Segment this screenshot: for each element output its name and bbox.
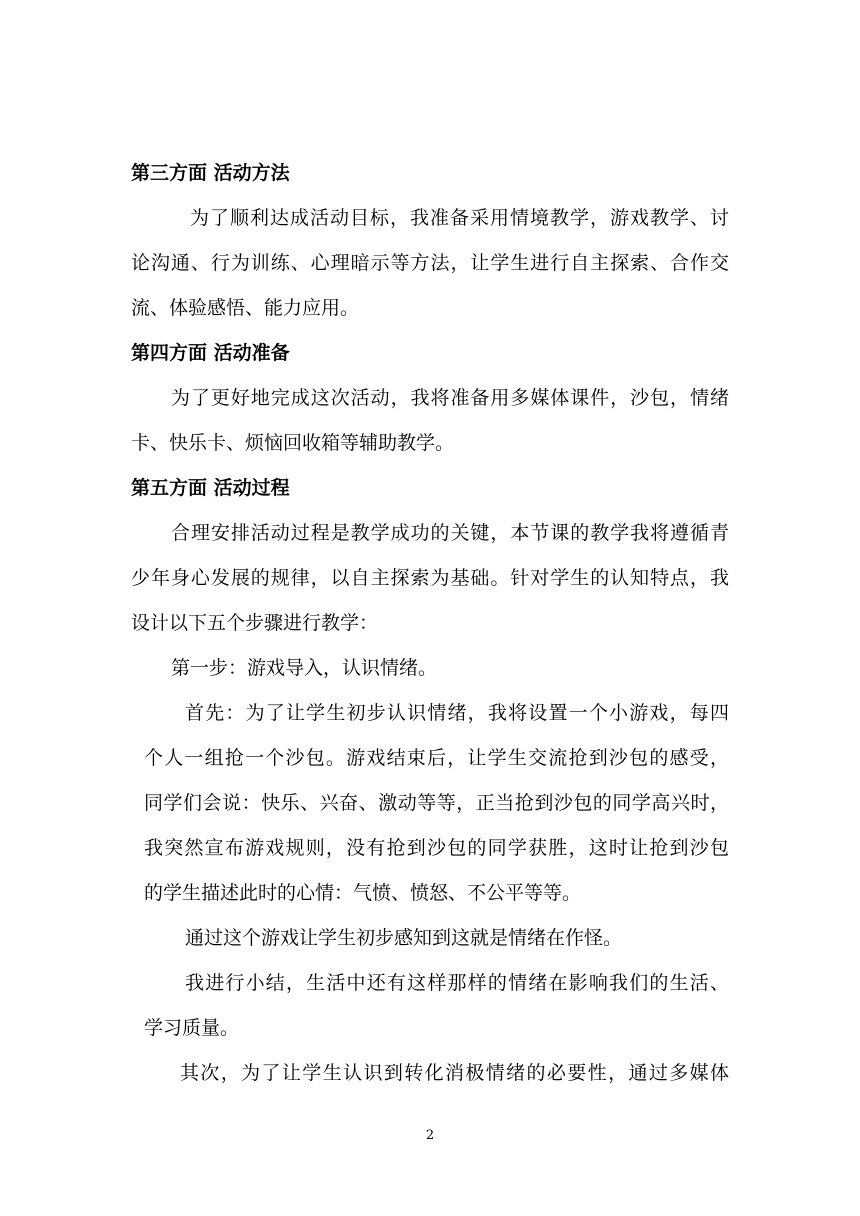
paragraph-line: 卡、快乐卡、烦恼回收箱等辅助教学。 <box>131 432 455 454</box>
section-heading-preparation: 第四方面 活动准备 <box>131 342 290 364</box>
paragraph-line: 我进行小结，生活中还有这样那样的情绪在影响我们的生活、 <box>185 972 729 994</box>
paragraph-line: 流、体验感悟、能力应用。 <box>131 297 360 319</box>
paragraph-line: 同学们会说：快乐、兴奋、激动等等，正当抢到沙包的同学高兴时， <box>144 792 729 814</box>
paragraph-line: 首先：为了让学生初步认识情绪，我将设置一个小游戏，每四 <box>185 702 729 724</box>
paragraph-line: 通过这个游戏让学生初步感知到这就是情绪在作怪。 <box>185 927 623 949</box>
paragraph-line: 设计以下五个步骤进行教学： <box>131 612 379 634</box>
section-heading-methods: 第三方面 活动方法 <box>131 162 290 184</box>
paragraph-line: 我突然宣布游戏规则，没有抢到沙包的同学获胜，这时让抢到沙包 <box>144 837 729 859</box>
paragraph-line: 为了顺利达成活动目标，我准备采用情境教学，游戏教学、讨 <box>190 207 729 229</box>
page-number: 2 <box>425 1128 435 1143</box>
paragraph-line: 论沟通、行为训练、心理暗示等方法，让学生进行自主探索、合作交 <box>131 252 729 274</box>
paragraph-line: 合理安排活动过程是教学成功的关键，本节课的教学我将遵循青 <box>171 522 729 544</box>
paragraph-line: 其次，为了让学生认识到转化消极情绪的必要性，通过多媒体 <box>180 1062 729 1084</box>
paragraph-line: 个人一组抢一个沙包。游戏结束后，让学生交流抢到沙包的感受， <box>144 747 729 769</box>
paragraph-line: 的学生描述此时的心情：气愤、愤怒、不公平等等。 <box>144 882 582 904</box>
paragraph-line: 为了更好地完成这次活动，我将准备用多媒体课件，沙包，情绪 <box>171 387 729 409</box>
paragraph-line: 学习质量。 <box>144 1017 240 1039</box>
paragraph-line: 少年身心发展的规律，以自主探索为基础。针对学生的认知特点，我 <box>131 567 729 589</box>
section-heading-process: 第五方面 活动过程 <box>131 477 290 499</box>
step-one-line: 第一步：游戏导入，认识情绪。 <box>171 657 438 679</box>
